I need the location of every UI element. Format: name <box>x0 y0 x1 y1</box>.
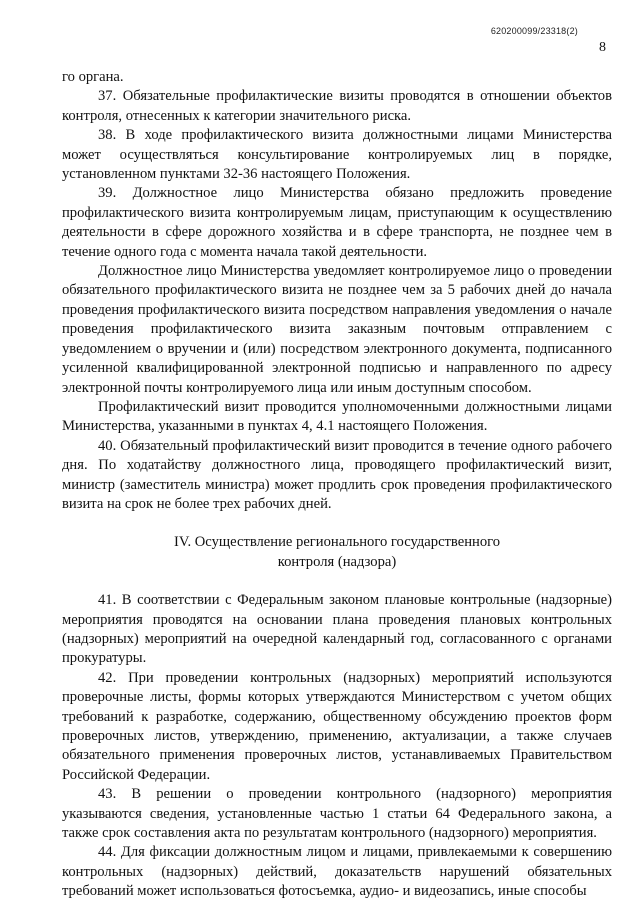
document-code: 620200099/23318(2) <box>490 26 578 36</box>
paragraph-41: 41. В соответствии с Федеральным законом плановые контрольные (надзорные) мероприятия проводятся на основании плана проведения плановых контрольных (надзорных) мероприятий на очередной календарный год, согласованного с органами прокуратуры. <box>62 592 612 667</box>
paragraph-44: 44. Для фиксации должностным лицом и лицами, привлекаемыми к совершению контрольных (надзорных) действий, доказательств нарушений обязательных требований может использоваться фотосъемка, аудио- и видеозапись, иные способы <box>62 844 612 900</box>
page-number: 8 <box>599 40 606 55</box>
section-heading-line-1: IV. Осуществление регионального государственного <box>173 534 501 551</box>
section-heading-line-2: контроля (надзора) <box>277 553 397 570</box>
paragraph-continuation: го органа. <box>62 69 124 85</box>
paragraph-40: 40. Обязательный профилактический визит проводится в течение одного рабочего дня. По ходатайству должностного лица, проводящего профилактический визит, министр (заместитель министра) может продлить срок проведения профилактического визита на срок не более трех рабочих дней. <box>62 437 612 512</box>
paragraph-39-notice: Должностное лицо Министерства уведомляет контролируемое лицо о проведении обязательного профилактического визита не позднее чем за 5 рабочих дней до начала проведения профилактического визита посредством направления уведомления о начале проведения профилактического визита заказным почтовым отправлением с уведомлением о вручении и (или) посредством электронного документа, подписанного усиленной квалифицированной электронной подписью и направленного по адресу электронной почты контролируемого лица или иным доступным способом. <box>62 263 612 396</box>
paragraph-42: 42. При проведении контрольных (надзорных) мероприятий используются проверочные листы, формы которых утверждаются Министерством с учетом общих требований к разработке, содержанию, общественному обсуждению проектов форм проверочных листов, утверждению, применению, актуализации, а также случаев обязательного применения проверочных листов, устанавливаемых Правительством Российской Федерации. <box>62 669 612 783</box>
paragraph-43: 43. В решении о проведении контрольного (надзорного) мероприятия указываются сведения, установленные частью 1 статьи 64 Федерального закона, а также срок составления акта по результатам контрольного (надзорного) мероприятия. <box>62 786 612 842</box>
paragraph-37: 37. Обязательные профилактические визиты проводятся в отношении объектов контроля, отнесенных к категории значительного риска. <box>62 88 612 124</box>
section-heading <box>62 533 612 572</box>
paragraph-39-officials: Профилактический визит проводится уполномоченными должностными лицами Министерства, указанными в пунктах 4, 4.1 настоящего Положения. <box>62 398 612 435</box>
paragraph-38: 38. В ходе профилактического визита должностными лицами Министерства может осуществляться консультирование контролируемых лиц в порядке, установленном пунктами 32-36 настоящего Положения. <box>62 127 612 183</box>
document-body <box>62 68 612 902</box>
paragraph-39: 39. Должностное лицо Министерства обязано предложить проведение профилактического визита контролируемым лицам, приступающим к осуществлению деятельности в сфере дорожного хозяйства и в сфере транспорта, не позднее чем в течение одного года с момента начала такой деятельности. <box>62 185 612 260</box>
